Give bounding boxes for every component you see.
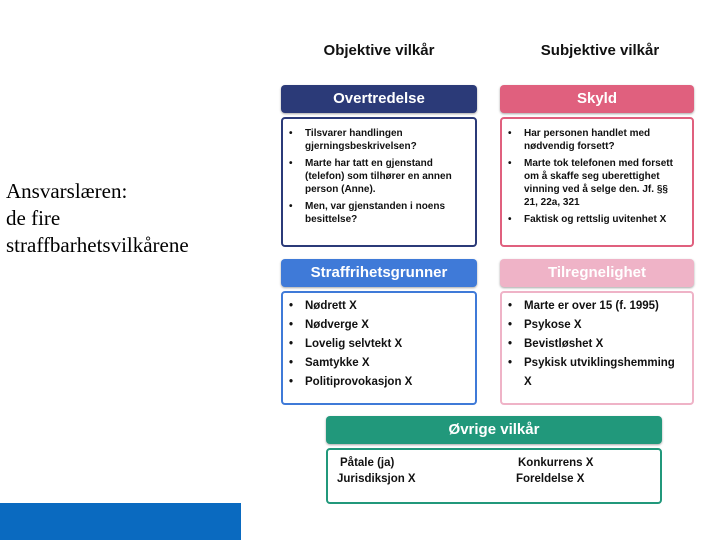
list-item: • Psykisk utviklingshemming X	[502, 354, 684, 392]
list-item: • Marte er over 15 (f. 1995)	[502, 297, 684, 316]
card-tilregnelighet-body	[500, 291, 694, 405]
card-ovrige-header: Øvrige vilkår	[326, 416, 662, 444]
ovrige-item: Foreldelse X	[516, 473, 585, 485]
list-item: • Tilsvarer handlingen gjerningsbeskrivelsen?	[283, 127, 469, 153]
card-straffrihetsgrunner-header: Straffrihetsgrunner	[281, 259, 477, 287]
card-straffrihetsgrunner-body	[281, 291, 477, 405]
blue-accent-strip	[0, 503, 241, 540]
list-item: • Nødverge X	[283, 316, 475, 335]
ovrige-item: Jurisdiksjon X	[337, 473, 416, 485]
card-overtredelse-body	[281, 117, 477, 247]
card-overtredelse	[281, 85, 477, 247]
list-item: • Bevistløshet X	[502, 335, 684, 354]
list-item: • Lovelig selvtekt X	[283, 335, 475, 354]
card-straffrihetsgrunner	[281, 259, 477, 405]
list-item: • Har personen handlet med nødvendig forsett?	[502, 127, 682, 153]
slide-title	[6, 178, 256, 259]
slide-title-line-3: straffbarhetsvilkårene	[6, 233, 189, 257]
card-tilregnelighet	[500, 259, 694, 405]
subjective-column-heading: Subjektive vilkår	[540, 42, 660, 59]
card-skyld-body	[500, 117, 694, 247]
card-ovrige-body	[326, 448, 662, 504]
ovrige-item: Konkurrens X	[518, 457, 594, 469]
list-item: • Faktisk og rettslig uvitenhet X	[502, 213, 682, 226]
ovrige-item: Påtale (ja)	[340, 457, 395, 469]
card-skyld	[500, 85, 694, 247]
list-item: • Marte har tatt en gjenstand (telefon) som tilhører en annen person (Anne).	[283, 157, 469, 196]
card-skyld-header: Skyld	[500, 85, 694, 113]
list-item: • Nødrett X	[283, 297, 475, 316]
list-item: • Politiprovokasjon X	[283, 373, 475, 392]
card-tilregnelighet-header: Tilregnelighet	[500, 259, 694, 287]
list-item: • Men, var gjenstanden i noens besittelse?	[283, 200, 469, 226]
card-ovrige-vilkar	[326, 416, 662, 504]
list-item: • Psykose X	[502, 316, 684, 335]
objective-column-heading: Objektive vilkår	[323, 42, 435, 59]
list-item: • Marte tok telefonen med forsett om å skaffe seg uberettighet vinning ved å selge den. Jf. §§ 21, 22a, 321	[502, 157, 682, 209]
list-item: • Samtykke X	[283, 354, 475, 373]
slide-title-line-1: Ansvarslæren:	[6, 179, 128, 203]
slide-title-line-2: de fire	[6, 206, 61, 230]
card-overtredelse-header: Overtredelse	[281, 85, 477, 113]
